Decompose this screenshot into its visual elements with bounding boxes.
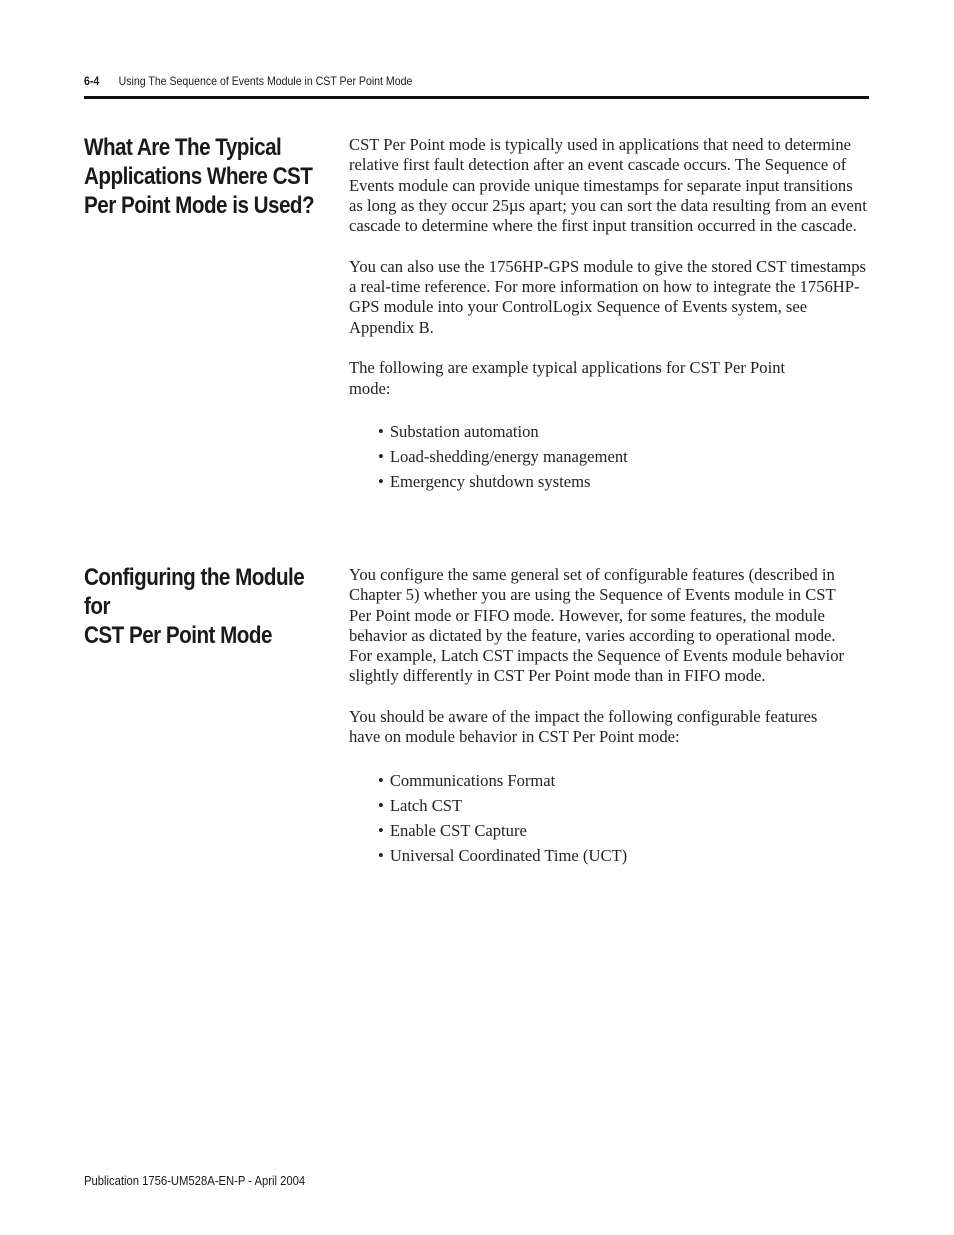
list-item: • Latch CST [378, 793, 859, 818]
heading-line: Per Point Mode is Used? [84, 192, 315, 219]
paragraph: You should be aware of the impact the following configurable features have on module behavior in CST Per Point mode: [349, 707, 818, 747]
section-body-typical-applications [349, 135, 869, 494]
list-item: • Load-shedding/energy management [378, 444, 869, 469]
heading-line: Applications Where CST [84, 163, 313, 190]
bullet-list [349, 419, 869, 494]
list-item: • Enable CST Capture [378, 818, 859, 843]
section-heading-typical-applications [84, 133, 316, 220]
section-heading-configuring-module [84, 563, 316, 650]
list-item: • Communications Format [378, 768, 859, 793]
paragraph: CST Per Point mode is typically used in applications that need to determine relative first fault detection after an event cascade occurs. The Sequence of Events module can provide unique timestamps for separate input transitions as long as they occur 25µs apart; you can sort the data resulting from an event cascade to determine where the first input transition occurred in the cascade. [349, 135, 867, 236]
heading-line: CST Per Point Mode [84, 622, 272, 649]
list-item: • Emergency shutdown systems [378, 469, 869, 494]
running-title: Using The Sequence of Events Module in CST Per Point Mode [118, 74, 413, 88]
page-footer: Publication 1756-UM528A-EN-P - April 2004 [84, 1174, 306, 1188]
page-header [84, 72, 775, 96]
paragraph: You configure the same general set of configurable features (described in Chapter 5) whether you are using the Sequence of Events module in CST Per Point mode or FIFO mode. However, for some features, the module behavior as dictated by the feature, varies according to operational mode. For example, Latch CST impacts the Sequence of Events module behavior slightly differently in CST Per Point mode than in FIFO mode. [349, 565, 845, 686]
bullet-list [349, 768, 859, 868]
heading-line: What Are The Typical [84, 134, 282, 161]
paragraph: The following are example typical applications for CST Per Point mode: [349, 358, 786, 398]
page-number: 6-4 [84, 74, 100, 88]
section-body-configuring-module [349, 565, 859, 868]
list-item: • Substation automation [378, 419, 869, 444]
heading-line: Configuring the Module for [84, 564, 305, 620]
list-item: • Universal Coordinated Time (UCT) [378, 843, 859, 868]
paragraph: You can also use the 1756HP-GPS module to give the stored CST timestamps a real-time reference. For more information on how to integrate the 1756HP-GPS module into your ControlLogix Sequence of Events system, see Appendix B. [349, 256, 867, 337]
header-rule [84, 96, 869, 99]
